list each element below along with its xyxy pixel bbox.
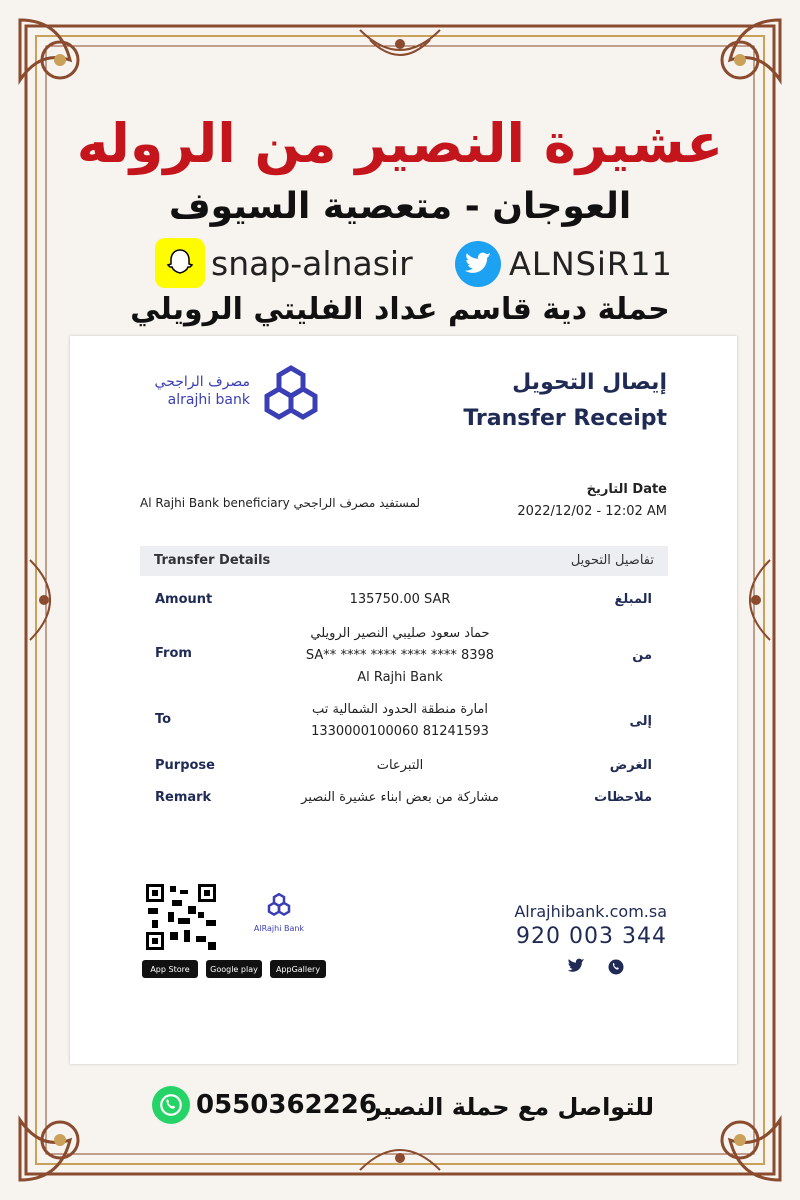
mini-logo-text: AlRajhi Bank [253,924,305,933]
purpose-label-en: Purpose [155,758,215,773]
to-name: امارة منطقة الحدود الشمالية تب [312,702,488,717]
amount-value: 135750.00 SAR [349,592,451,607]
to-account: 1330000100060 81241593 [311,724,489,739]
amount-label-ar: المبلغ [614,592,652,607]
from-account: SA** **** **** **** **** 8398 [305,648,495,663]
transfer-details-header [140,546,668,576]
alrajhi-emblem-icon [255,364,327,424]
contact-text: للتواصل مع حملة النصير [368,1093,654,1121]
to-label-ar: إلى [629,714,652,729]
transfer-receipt [70,336,737,1064]
from-label-en: From [155,646,192,661]
snapchat-icon [155,238,205,288]
beneficiary-type: Al Rajhi Bank beneficiary لمستفيد مصرف الراجحي [140,496,421,510]
campaign-title: حملة دية قاسم عداد الفليتي الرويلي [130,292,670,327]
twitter-link[interactable] [455,240,673,288]
tribe-title: عشيرة النصير من الروله [76,112,724,175]
purpose-value: التبرعات [376,758,424,773]
twitter-icon[interactable] [567,958,585,974]
remark-value: مشاركة من بعض ابناء عشيرة النصير [301,790,499,805]
receipt-title-ar: إيصال التحويل [512,370,667,395]
details-header-en: Transfer Details [154,553,271,568]
whatsapp-icon[interactable] [607,958,625,976]
date-label: التاريخ Date [586,482,667,497]
appgallery-badge[interactable]: AppGallery [270,960,326,978]
alrajhi-logo [140,364,330,424]
amount-label-en: Amount [155,592,213,607]
from-label-ar: من [632,648,652,663]
alrajhi-mini-emblem-icon [264,890,294,920]
purpose-label-ar: الغرض [609,758,652,773]
receipt-title-en: Transfer Receipt [463,406,667,431]
snapchat-link[interactable] [155,238,413,288]
google-play-badge[interactable]: Google play [206,960,262,978]
alrajhi-mini-logo [242,890,316,946]
details-header-ar: تفاصيل التحويل [570,553,654,568]
twitter-handle: ALNSiR11 [509,245,673,283]
social-handles [155,238,673,290]
bank-name-en: alrajhi bank [167,392,250,408]
date-value: 2022/12/02 - 12:02 AM [517,504,667,519]
twitter-icon [455,241,501,287]
tribe-subtitle: العوجان - متعصية السيوف [168,186,632,227]
bank-website[interactable]: Alrajhibank.com.sa [514,902,667,921]
remark-label-ar: ملاحظات [594,790,652,805]
from-name: حماد سعود صليبي النصير الرويلي [310,626,490,641]
snapchat-handle: snap-alnasir [211,243,413,283]
qr-code[interactable] [144,882,218,952]
bank-phone[interactable]: 920 003 344 [516,924,667,949]
to-label-en: To [155,712,172,727]
bank-name-ar: مصرف الراجحي [154,374,250,390]
app-store-badge[interactable]: App Store [142,960,198,978]
receipt-social-icons [567,958,637,976]
from-bank: Al Rajhi Bank [357,670,443,685]
contact-phone[interactable]: 0550362226 [196,1090,377,1120]
whatsapp-icon[interactable] [152,1086,190,1124]
remark-label-en: Remark [155,790,212,805]
